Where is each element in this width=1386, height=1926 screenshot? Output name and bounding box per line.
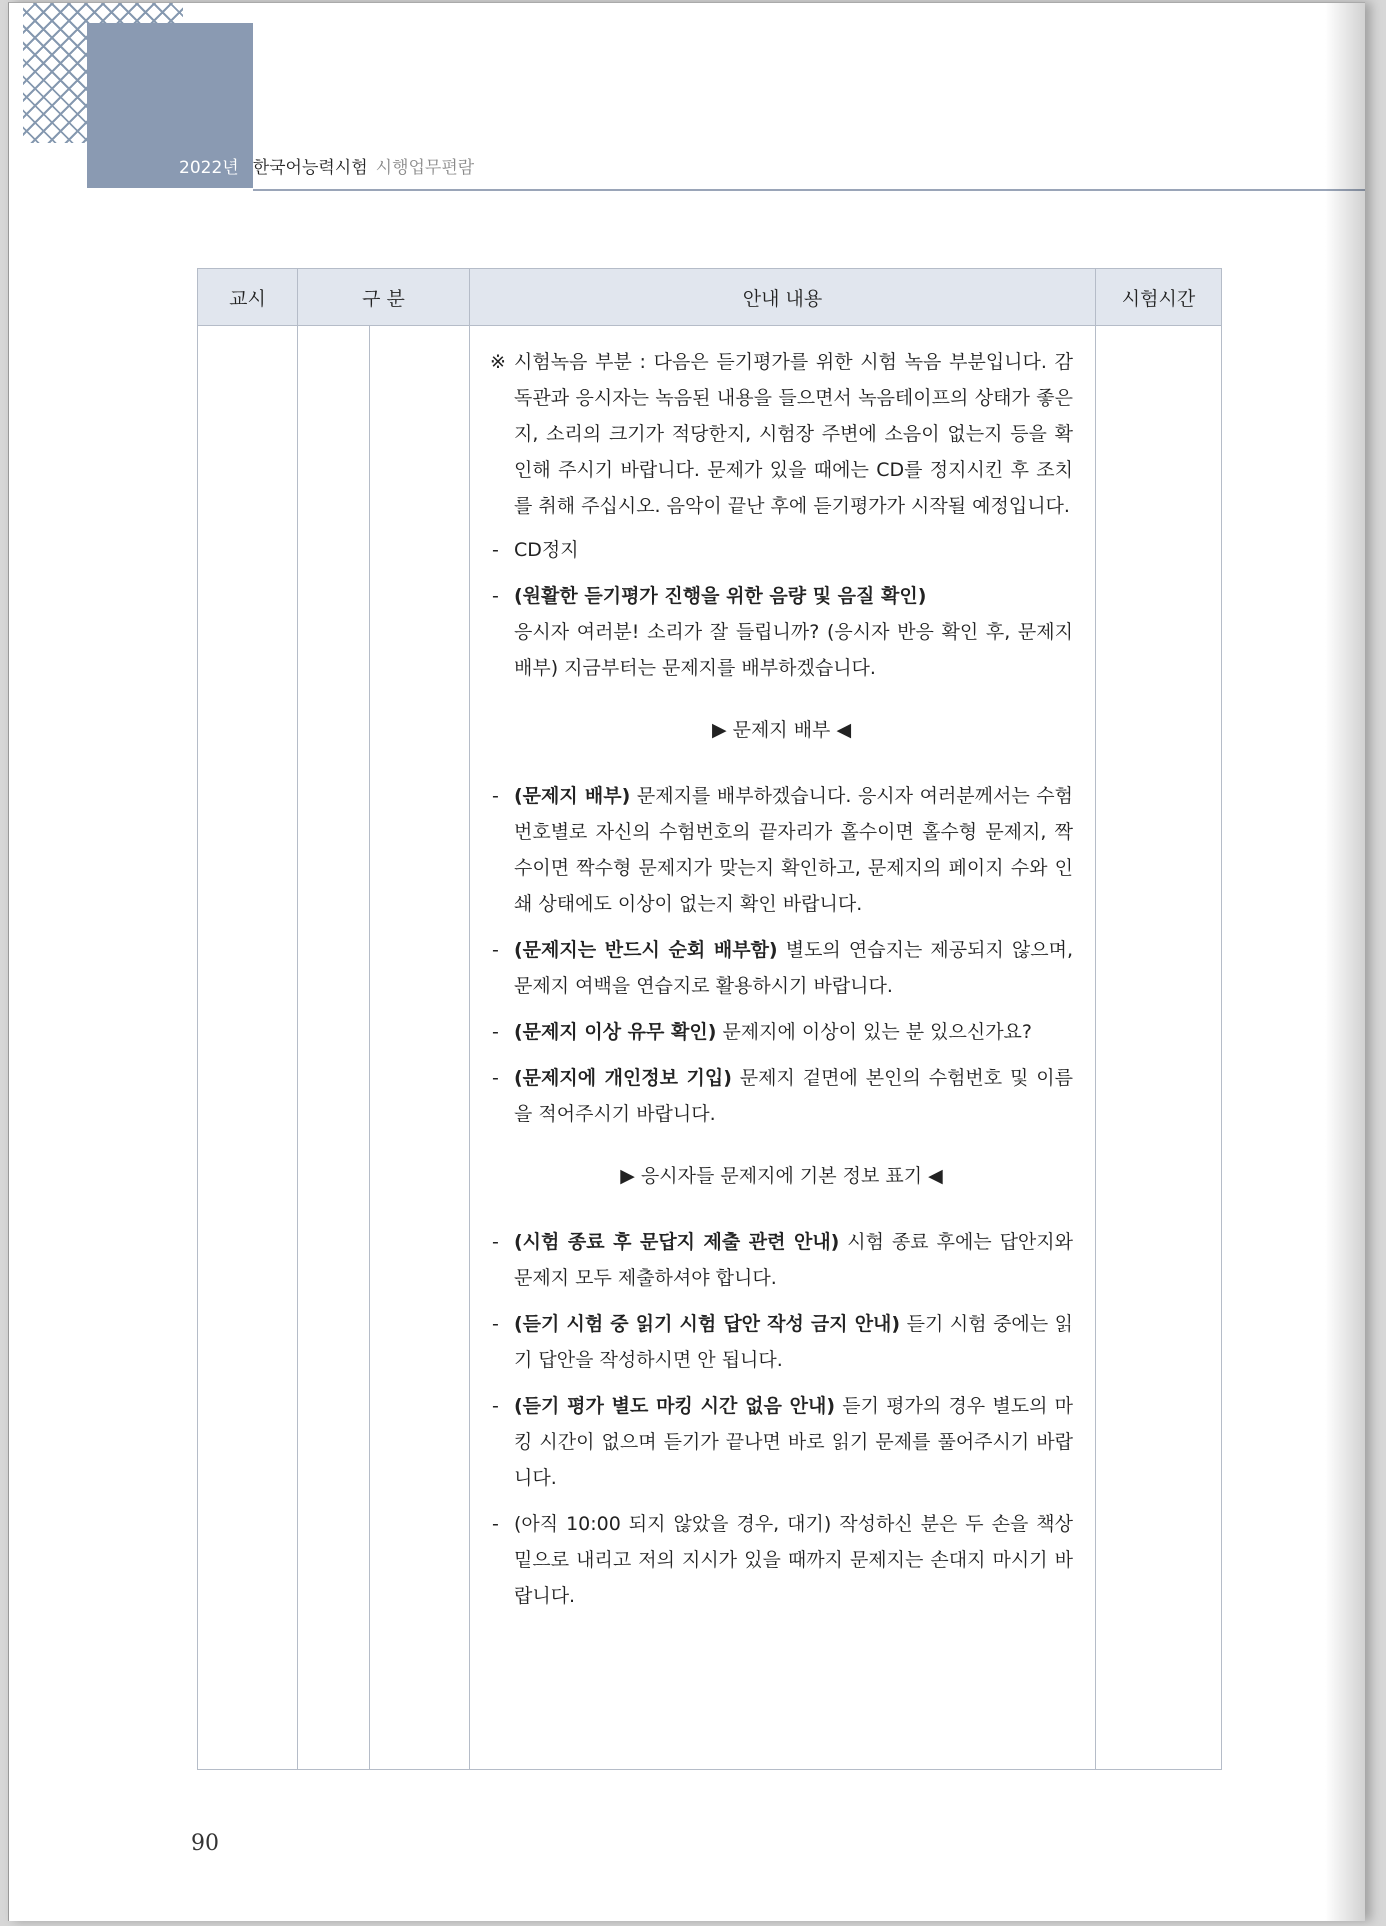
header-doc-title: 시행업무편람 (375, 158, 475, 178)
item-text: 듣기 시험 중에는 읽기 답안을 작성하시면 안 됩니다. (514, 1313, 1073, 1371)
list-item (490, 1506, 1073, 1614)
header-year: 2022년 (179, 158, 239, 178)
col-header-category: 구 분 (298, 269, 470, 326)
cell-period (198, 326, 298, 1770)
header-rule (253, 189, 1365, 191)
item-text: 시험 종료 후에는 답안지와 문제지 모두 제출하셔야 합니다. (514, 1231, 1073, 1289)
section-marker-distribute: ▶ 문제지 배부 ◀ (711, 719, 852, 741)
item-bold-heading: (원활한 듣기평가 진행을 위한 음량 및 음질 확인) (514, 585, 927, 607)
table-row (198, 326, 1222, 1770)
reference-mark: ※ (490, 351, 506, 373)
page-number: 90 (191, 1831, 219, 1856)
section-marker-basic-info: ▶ 응시자들 문제지에 기본 정보 표기 ◀ (620, 1165, 943, 1187)
table-header-row (198, 269, 1222, 326)
item-dash: - (492, 1313, 499, 1335)
list-item (490, 532, 1073, 568)
item-bold-heading: (시험 종료 후 문답지 제출 관련 안내) (514, 1231, 840, 1253)
list-item (490, 578, 1073, 686)
running-header (179, 153, 474, 178)
item-text: 문제지를 배부하겠습니다. 응시자 여러분께서는 수험번호별로 자신의 수험번호의 끝자리가 홀수이면 홀수형 문제지, 짝수이면 짝수형 문제지가 맞는지 확인하고, 문제지의 페이지 수와 인쇄 상태에도 이상이 없는지 확인 바랍니다. (514, 785, 1073, 915)
item-text: 문제지 겉면에 본인의 수험번호 및 이름을 적어주시기 바랍니다. (514, 1067, 1074, 1125)
item-bold-heading: (문제지 이상 유무 확인) (514, 1021, 717, 1043)
recording-note (490, 344, 1073, 524)
item-text: 별도의 연습지는 제공되지 않으며, 문제지 여백을 연습지로 활용하시기 바랍니다. (514, 939, 1073, 997)
item-dash: - (492, 1021, 499, 1043)
item-dash: - (492, 939, 499, 961)
list-item (490, 778, 1073, 922)
document-page (8, 2, 1365, 1921)
list-item (490, 1014, 1073, 1050)
page-curl-shadow (1325, 3, 1365, 1921)
list-item (490, 1388, 1073, 1496)
item-text: 듣기 평가의 경우 별도의 마킹 시간이 없으며 듣기가 끝나면 바로 읽기 문제를 풀어주시기 바랍니다. (514, 1395, 1073, 1489)
list-item (490, 1060, 1073, 1132)
item-bold-heading: (듣기 시험 중 읽기 시험 답안 작성 금지 안내) (514, 1313, 901, 1335)
item-text: 문제지에 이상이 있는 분 있으신가요? (716, 1021, 1032, 1043)
item-dash: - (492, 1231, 499, 1253)
item-dash: - (492, 539, 499, 561)
guidance-table (197, 268, 1222, 1770)
cell-category-b (370, 326, 470, 1770)
item-dash: - (492, 1067, 499, 1089)
col-header-period: 교시 (198, 269, 298, 326)
item-dash: - (492, 785, 499, 807)
item-dash: - (492, 585, 499, 607)
item-dash: - (492, 1513, 499, 1535)
cell-content (470, 326, 1096, 1770)
cell-time (1096, 326, 1222, 1770)
item-dash: - (492, 1395, 499, 1417)
item-bold-heading: (문제지에 개인정보 기입) (514, 1067, 732, 1089)
item-bold-heading: (듣기 평가 별도 마킹 시간 없음 안내) (514, 1395, 836, 1417)
note-text: 시험녹음 부분 : 다음은 듣기평가를 위한 시험 녹음 부분입니다. 감독관과 응시자는 녹음된 내용을 들으면서 녹음테이프의 상태가 좋은지, 소리의 크기가 적당한지, 시험장 주변에 소음이 없는지 등을 확인해 주시기 바랍니다. 문제가 있을 때에는 CD를 정지시킨 후 조치를 취해 주십시오. 음악이 끝난 후에 듣기평가가 시작될 예정입니다. (514, 351, 1073, 517)
list-item (490, 1306, 1073, 1378)
item-bold-heading: (문제지는 반드시 순회 배부함) (514, 939, 778, 961)
cell-category-a (298, 326, 370, 1770)
item-text: 응시자 여러분! 소리가 잘 들립니까? (응시자 반응 확인 후, 문제지 배부) 지금부터는 문제지를 배부하겠습니다. (514, 621, 1073, 679)
col-header-time: 시험시간 (1096, 269, 1222, 326)
item-text: CD정지 (514, 539, 579, 561)
list-item (490, 932, 1073, 1004)
header-exam-name: 한국어능력시험 (252, 158, 368, 178)
list-item (490, 1224, 1073, 1296)
item-text: (아직 10:00 되지 않았을 경우, 대기) 작성하신 분은 두 손을 책상 밑으로 내리고 저의 지시가 있을 때까지 문제지는 손대지 마시기 바랍니다. (514, 1513, 1073, 1607)
item-bold-heading: (문제지 배부) (514, 785, 631, 807)
col-header-content: 안내 내용 (470, 269, 1096, 326)
